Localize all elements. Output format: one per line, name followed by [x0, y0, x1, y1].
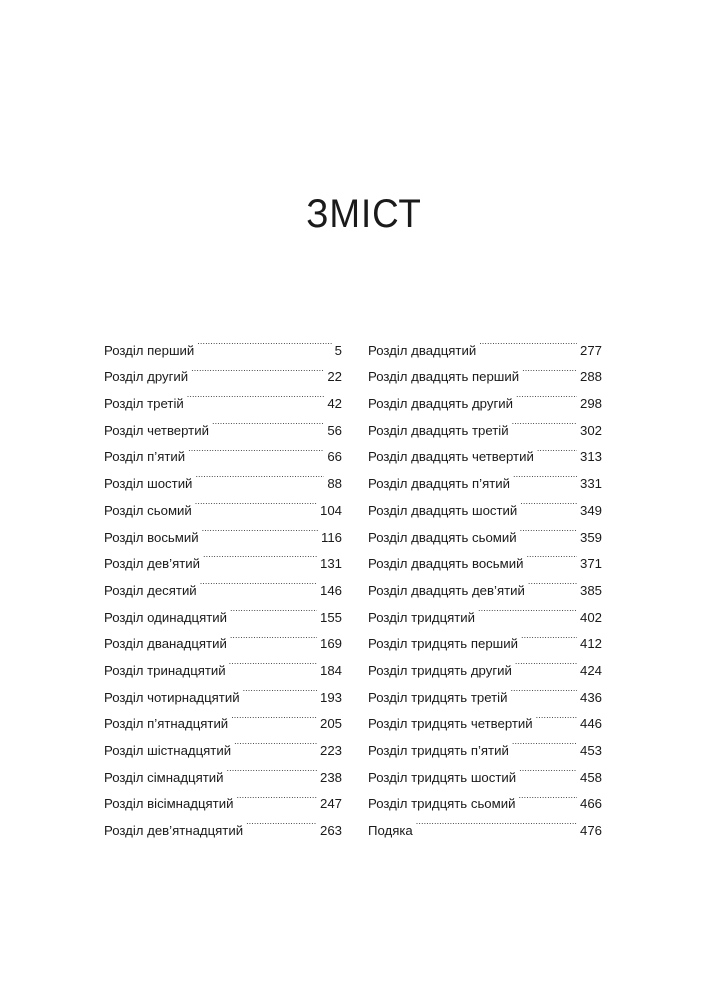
toc-entry-page-number: 302	[579, 422, 602, 438]
toc-entry-page-number: 223	[319, 743, 342, 758]
toc-entry-page-number: 131	[319, 556, 342, 572]
dot-leader	[478, 595, 577, 622]
dot-leader	[520, 488, 577, 515]
dot-leader	[202, 515, 318, 542]
dot-leader	[518, 782, 577, 809]
toc-entry-label: Розділ тридцять третій	[368, 689, 508, 705]
dot-leader	[513, 461, 577, 488]
toc-entry-page-number: 184	[319, 662, 342, 678]
toc-entry-page-number: 385	[579, 582, 602, 598]
toc-entry-page-number: 359	[579, 529, 602, 545]
toc-entry-label: Розділ двадцять третій	[368, 422, 509, 438]
dot-leader	[479, 328, 577, 355]
toc-entry-page-number: 169	[319, 636, 342, 652]
toc-entry-label: Розділ тридцятий	[368, 609, 476, 625]
dot-leader	[188, 435, 324, 462]
toc-entry-label: Розділ двадцять другий	[368, 396, 514, 412]
dot-leader	[230, 622, 317, 649]
toc-entry-page-number: 476	[579, 823, 602, 839]
toc-entry-page-number: 205	[319, 716, 342, 732]
dot-leader	[227, 755, 317, 782]
toc-entry-label: Розділ другий	[104, 369, 189, 385]
dot-leader	[212, 408, 324, 435]
toc-entry-label: Розділ сімнадцятий	[104, 769, 224, 785]
toc-entry-label: Розділ двадцять дев’ятий	[368, 582, 525, 598]
toc-entry-page-number: 313	[579, 449, 602, 465]
toc-entry-label: Розділ дванадцятий	[104, 636, 227, 652]
dot-leader	[197, 328, 331, 355]
toc-entry-page-number: 5	[334, 342, 342, 358]
toc-entry-page-number: 104	[319, 502, 342, 518]
toc-entry-page-number: 298	[579, 396, 602, 412]
dot-leader	[246, 808, 317, 835]
toc-entry-page-number: 42	[327, 396, 342, 412]
dot-leader	[510, 675, 577, 702]
toc-entry-page-number: 349	[579, 502, 602, 518]
toc-entry-page-number: 371	[579, 556, 602, 572]
dot-leader	[521, 622, 577, 649]
toc-entry-page-number: 424	[579, 662, 602, 678]
toc-column-right	[368, 328, 602, 839]
dot-leader	[512, 408, 577, 435]
toc-entry-label: Розділ двадцять восьмий	[368, 556, 524, 572]
toc-entry-page-number: 88	[327, 476, 342, 492]
toc-entry-label: Розділ чотирнадцятий	[104, 689, 240, 705]
toc-entry-label: Розділ сьомий	[104, 502, 192, 518]
toc-entry-page-number: 56	[327, 422, 342, 438]
toc-entry-label: Розділ тридцять сьомий	[368, 796, 516, 812]
toc-entry-label: Розділ шостий	[104, 476, 193, 492]
toc-entry-label: Розділ тридцять четвертий	[368, 716, 533, 732]
dot-leader	[537, 435, 577, 462]
toc-entry-page-number: 22	[327, 369, 342, 385]
toc-entry-label: Розділ перший	[104, 342, 195, 358]
toc-entry-label: Розділ двадцятий	[368, 342, 477, 358]
dot-leader	[203, 542, 317, 569]
toc-entry-page-number: 412	[579, 636, 602, 652]
toc-entry-page-number: 193	[319, 689, 342, 705]
dot-leader	[243, 675, 317, 702]
toc-entry-label: Розділ двадцять сьомий	[368, 529, 517, 545]
dot-leader	[236, 782, 317, 809]
toc-entry-label: Розділ шістнадцятий	[104, 743, 232, 758]
toc-entry-page-number: 453	[579, 743, 602, 758]
dot-leader	[229, 648, 317, 675]
toc-entry-page-number: 146	[319, 582, 342, 598]
toc-entry-label: Розділ вісімнадцятий	[104, 796, 234, 812]
toc-entry-page-number: 66	[327, 449, 342, 465]
toc-entry-label: Розділ дев’ятий	[104, 556, 201, 572]
toc-entry-label: Розділ двадцять перший	[368, 369, 520, 385]
dot-leader	[528, 568, 577, 595]
toc-entry-page-number: 402	[579, 609, 602, 625]
toc-entry-page-number: 466	[579, 796, 602, 812]
dot-leader	[234, 728, 317, 755]
toc-entry[interactable]	[104, 328, 342, 358]
dot-leader	[230, 595, 317, 622]
toc-entry-label: Розділ одинадцятий	[104, 609, 228, 625]
toc-column-left	[104, 328, 342, 839]
toc-entry[interactable]	[368, 328, 602, 358]
toc-entry-label: Подяка	[368, 823, 413, 839]
dot-leader	[512, 728, 577, 755]
toc-entry-label: Розділ двадцять шостий	[368, 502, 518, 518]
dot-leader	[536, 702, 577, 729]
toc-entry-page-number: 436	[579, 689, 602, 705]
dot-leader	[526, 542, 577, 569]
dot-leader	[519, 755, 577, 782]
dot-leader	[191, 355, 324, 382]
dot-leader	[231, 702, 317, 729]
toc-entry-page-number: 247	[319, 796, 342, 812]
dot-leader	[195, 488, 317, 515]
dot-leader	[416, 808, 577, 835]
toc-entry-page-number: 331	[579, 476, 602, 492]
dot-leader	[515, 648, 577, 675]
toc-entry-label: Розділ тринадцятий	[104, 662, 226, 678]
toc-entry-page-number: 458	[579, 769, 602, 785]
toc-entry-label: Розділ дев’ятнадцятий	[104, 823, 244, 839]
toc-entry-label: Розділ п’ятнадцятий	[104, 716, 229, 732]
toc-entry-label: Розділ двадцять п’ятий	[368, 476, 510, 492]
dot-leader	[195, 461, 324, 488]
page-title: ЗМІСТ	[306, 192, 422, 236]
toc-entry-page-number: 116	[320, 529, 342, 545]
dot-leader	[187, 381, 325, 408]
toc-entry-label: Розділ тридцять шостий	[368, 769, 517, 785]
toc-entry-page-number: 238	[319, 769, 342, 785]
toc-entry-label: Розділ двадцять четвертий	[368, 449, 534, 465]
toc-entry-page-number: 446	[579, 716, 602, 732]
toc-entry-label: Розділ п’ятий	[104, 449, 186, 465]
toc-entry-page-number: 277	[579, 342, 602, 358]
toc-entry-label: Розділ тридцять п’ятий	[368, 743, 509, 758]
toc-entry-label: Розділ тридцять перший	[368, 636, 518, 652]
dot-leader	[522, 355, 577, 382]
toc-entry-label: Розділ третій	[104, 396, 184, 412]
toc-entry-page-number: 155	[319, 609, 342, 625]
dot-leader	[520, 515, 577, 542]
toc-entry-page-number: 263	[319, 823, 342, 839]
toc-entry-label: Розділ тридцять другий	[368, 662, 512, 678]
dot-leader	[516, 381, 577, 408]
toc-entry-label: Розділ десятий	[104, 582, 197, 598]
toc-entry-label: Розділ четвертий	[104, 422, 209, 438]
dot-leader	[200, 568, 317, 595]
toc-entry-label: Розділ восьмий	[104, 529, 199, 545]
toc-entry-page-number: 288	[579, 369, 602, 385]
